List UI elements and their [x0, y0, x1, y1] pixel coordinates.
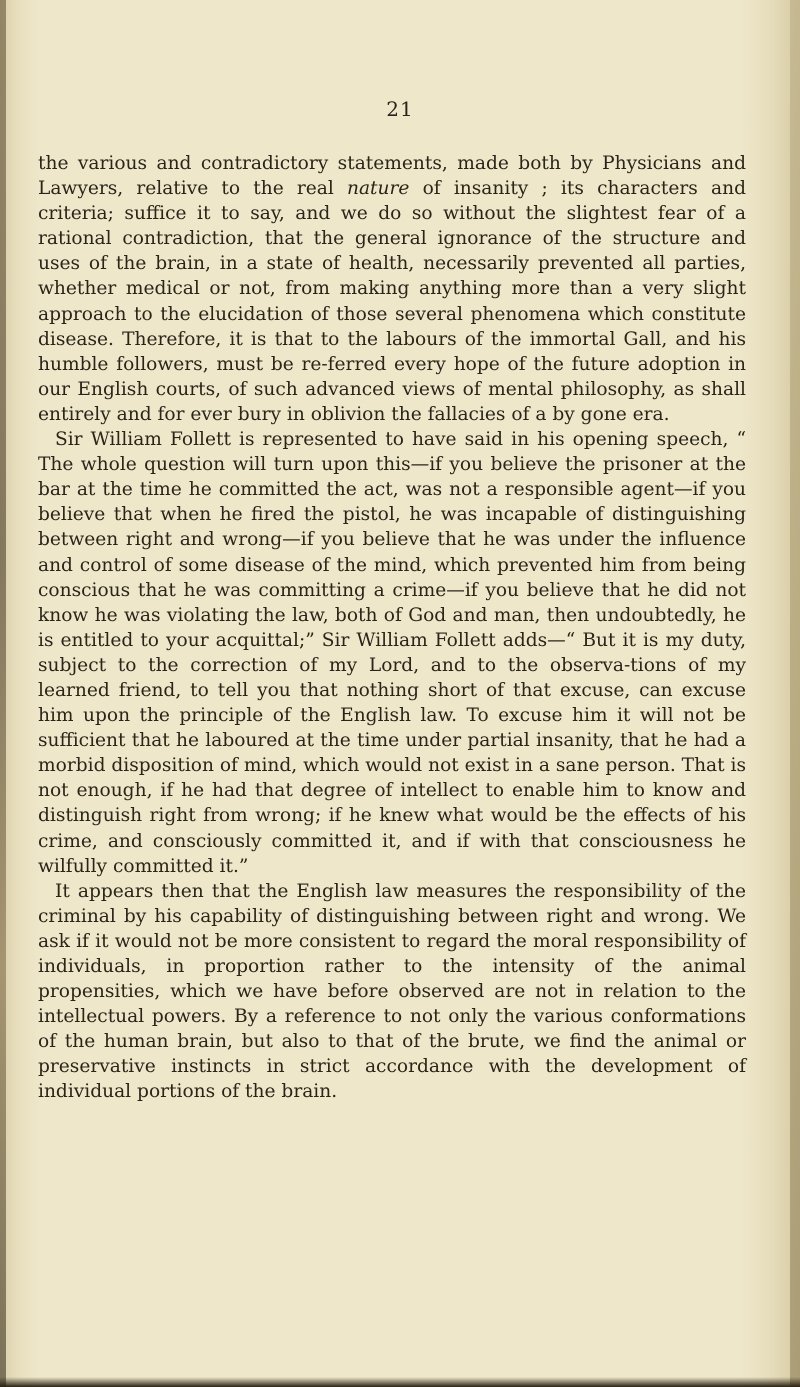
page-number: 21 [386, 97, 414, 121]
body-text [38, 151, 746, 1105]
paragraph-1-text-start: the various and contradictory statements, made both by Physicians and Lawyers, relative to the real [38, 153, 746, 200]
emphasis-nature: nature [347, 178, 410, 200]
paragraph-1-text-end: of insanity ; its characters and criteria; suffice it to say, and we do so without the slightest fear of a rational contradiction, that the general ignorance of the structure and uses of the brain, in a state of health, necessarily prevented all parties, whether medical or not, from making anything more than a very slight approach to the elucidation of those several phenomena which constitute disease. Therefore, it is that to the labours of the immortal Gall, and his humble followers, must be re-ferred every hope of the future adoption in our English courts, of such advanced views of mental philosophy, as shall entirely and for ever bury in oblivion the fallacies of a by gone era. [38, 178, 746, 425]
page-edge-shadow [790, 0, 800, 1387]
page-binding-shadow [0, 0, 6, 1387]
paragraph-1 [38, 151, 746, 427]
page-bottom-shadow [0, 1377, 800, 1387]
paragraph-2: Sir William Follett is represented to have said in his opening speech, “ The whole question will turn upon this—if you believe the prisoner at the bar at the time he committed the act, was not a responsible agent—if you believe that when he fired the pistol, he was incapable of distinguishing between right and wrong—if you believe that he was under the influence and control of some disease of the mind, which prevented him from being conscious that he was committing a crime—if you believe that he did not know he was violating the law, both of God and man, then undoubtedly, he is entitled to your acquittal;” Sir William Follett adds—“ But it is my duty, subject to the correction of my Lord, and to the observa-tions of my learned friend, to tell you that nothing short of that excuse, can excuse him upon the principle of the English law. To excuse him it will not be sufficient that he laboured at the time under partial insanity, that he had a morbid disposition of mind, which would not exist in a sane person. That is not enough, if he had that degree of intellect to enable him to know and distinguish right from wrong; if he knew what would be the effects of his crime, and consciously committed it, and if with that consciousness he wilfully committed it.” [38, 429, 747, 877]
paragraph-3: It appears then that the English law measures the responsibility of the criminal by his capability of distinguishing between right and wrong. We ask if it would not be more consistent to regard the moral responsibility of individuals, in proportion rather to the intensity of the animal propensities, which we have before observed are not in relation to the intellectual powers. By a reference to not only the various conformations of the human brain, but also to that of the brute, we find the animal or preservative instincts in strict accordance with the development of individual portions of the brain. [38, 880, 746, 1103]
